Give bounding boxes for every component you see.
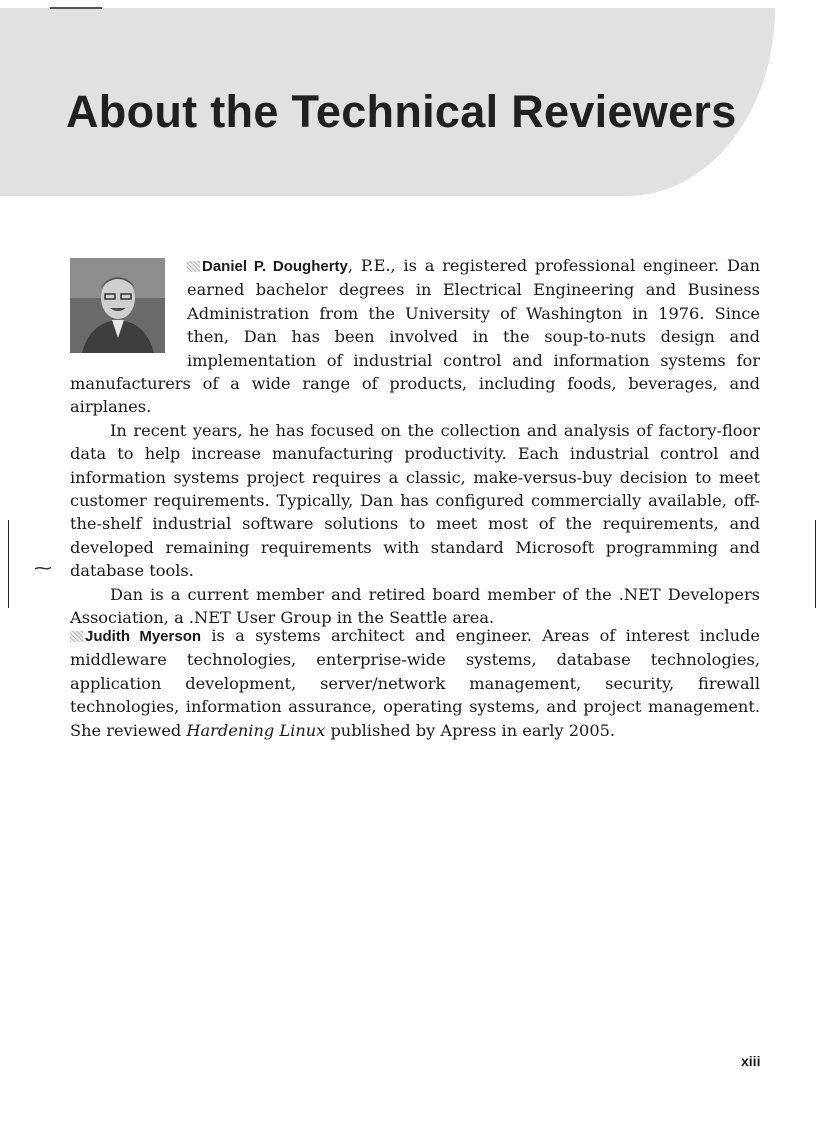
bio-intro-text: , P.E., is a registered professional engineer. Dan earned bachelor degrees in Electrical Engineering and Business Administration from the University of Washington in 1976. Since then, Dan has been involved in the soup-to-nuts design and implementation of industrial control and information systems for manufacturers of a wide range of products, including foods, beverages, and airplanes. xyxy=(70,256,760,417)
top-rule xyxy=(50,7,102,9)
bio-paragraph xyxy=(70,254,760,419)
margin-mark-icon: ⁓ xyxy=(34,558,52,579)
page-title: About the Technical Reviewers xyxy=(66,86,737,137)
bio-paragraph: Dan is a current member and retired board member of the .NET Developers Association, a .NET User Group in the Seattle area. xyxy=(70,584,760,628)
left-margin-rule xyxy=(8,520,9,608)
bullet-icon xyxy=(70,631,83,642)
bullet-icon xyxy=(187,261,200,272)
book-title: Hardening Linux xyxy=(186,720,326,740)
reviewer-name: Daniel P. Dougherty xyxy=(202,258,348,275)
bio-paragraph xyxy=(70,624,760,742)
bio-text: published by Apress in early 2005. xyxy=(325,720,616,740)
page-number: xiii xyxy=(741,1053,761,1069)
reviewer-photo xyxy=(70,258,165,353)
bio-paragraph: In recent years, he has focused on the collection and analysis of factory-floor data to help increase manufacturing productivity. Each industrial control and information systems project requires a classic, make-versus-buy decision to meet customer requirements. Typically, Dan has configured commercially available, off-the-shelf industrial software solutions to meet most of the requirements, and developed remaining requirements with standard Microsoft programming and database tools. xyxy=(70,420,760,581)
reviewer-bio-myerson xyxy=(70,624,760,742)
reviewer-bio-dougherty xyxy=(70,254,760,630)
reviewer-name: Judith Myerson xyxy=(85,628,202,645)
bio-text: is a systems architect and engineer. Areas of interest include middleware technologies, enterprise-wide systems, database technologies, application development, server/network management, security, firewall technologies, information assurance, operating systems, and project management. She reviewed xyxy=(70,626,760,740)
